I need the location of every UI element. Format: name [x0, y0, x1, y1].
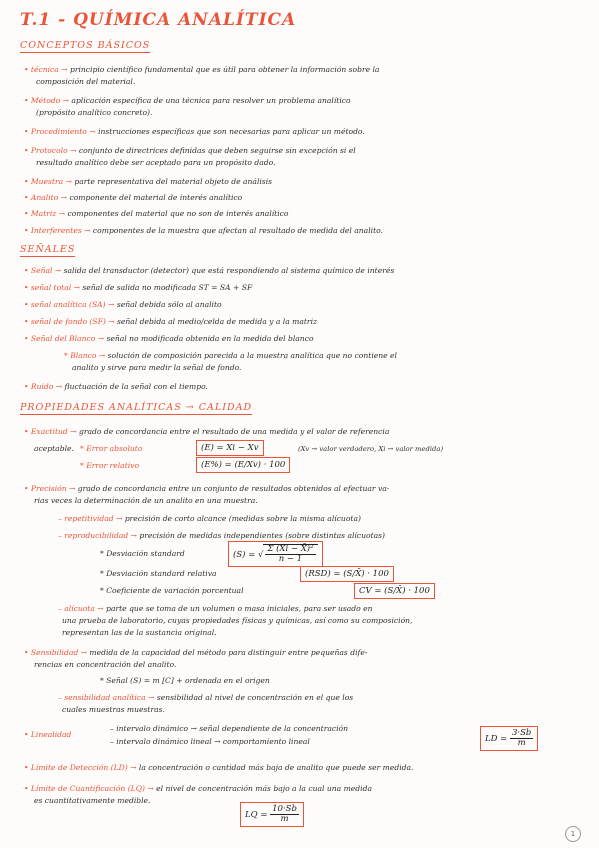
formula-rsd: (RSD) = (S/X̄) · 100 [300, 566, 394, 582]
page-number: 1 [565, 826, 581, 842]
note-line: – sensibilidad analítica → sensibilidad al nivel de concentración en el que los [58, 693, 354, 702]
note-line: (Xv → valor verdadero, Xi → valor medida) [298, 445, 444, 453]
note-line: – reproducibilidad → precisión de medidas independientes (sobre distintas alícuotas) [58, 531, 386, 540]
note-line: representan las de la sustancia original. [62, 628, 217, 637]
note-line: • Sensibilidad → medida de la capacidad del método para distinguir entre pequeñas dife- [24, 648, 368, 657]
formula-desviacion-standard: (S) = √ $\frac{\text{Σ (Xi − X̄)²}}{n - 1}$ [228, 541, 323, 567]
note-line: es cuantitativamente medible. [34, 796, 151, 805]
note-line: • Ruido → fluctuación de la señal con el tiempo. [24, 382, 208, 391]
note-line: una prueba de laboratorio, cuyas propiedades físicas y químicas, así como su composición, [62, 616, 413, 625]
formula-error-absoluto: (E) = Xi − Xv [196, 440, 264, 456]
note-line: • señal de fondo (SF) → señal debida al medio/celda de medida y a la matriz [24, 317, 317, 326]
formula-ld: LD = $\frac{3\cdot Sb}{m}$ [480, 726, 538, 751]
note-line: * Desviación standard relativa [100, 569, 217, 578]
note-line: – intervalo dinámico lineal → comportamiento lineal [110, 737, 310, 746]
note-line: rencias en concentración del analito. [34, 660, 177, 669]
page-title: T.1 - QUÍMICA ANALÍTICA [20, 10, 297, 30]
note-line: • señal total → señal de salida no modificada ST = SA + SF [24, 283, 253, 292]
note-line: • técnica → principio científico fundamental que es útil para obtener la información sobre la [24, 65, 380, 74]
note-line: • Muestra → parte representativa del material objeto de análisis [24, 177, 273, 186]
note-line: – repetitividad → precisión de corto alcance (medidas sobre la misma alícuota) [58, 514, 361, 523]
note-line: resultado analítico debe ser aceptado para un propósito dado. [36, 158, 276, 167]
note-line: * Desviación standard [100, 549, 185, 558]
note-line: • señal analítica (SA) → señal debida sólo al analito [24, 300, 222, 309]
note-line: * Coeficiente de variación porcentual [100, 586, 244, 595]
note-line: • Procedimiento → instrucciones específicas que son necesarias para aplicar un método. [24, 127, 365, 136]
note-line: • Exactitud → grado de concordancia entre el resultado de una medida y el valor de referencia [24, 427, 390, 436]
section-heading-propiedades: PROPIEDADES ANALÍTICAS → CALIDAD [20, 402, 253, 413]
note-line: • Límite de Cuantificación (LQ) → el nivel de concentración más bajo a la cual una medida [24, 784, 372, 793]
note-line: * Blanco → solución de composición parecida a la muestra analítica que no contiene el [64, 351, 397, 360]
note-line: composición del material. [36, 77, 136, 86]
formula-cv: CV = (S/X̄) · 100 [354, 583, 435, 599]
formula-lq: LQ = $\frac{10\cdot Sb}{m}$ [240, 802, 304, 827]
note-line: • Analito → componente del material de interés analítico [24, 193, 243, 202]
note-line: rias veces la determinación de un analito en una muestra. [34, 496, 258, 505]
note-line: * Señal (S) = m [C] + ordenada en el origen [100, 676, 270, 685]
note-line: • Interferentes → componentes de la muestra que afectan al resultado de medida del analito. [24, 226, 383, 235]
note-line: • Señal → salida del transductor (detector) que está respondiendo al sistema químico de interés [24, 266, 395, 275]
note-line: aceptable. [34, 444, 74, 453]
note-line: • Límite de Detección (LD) → la concentración o cantidad más baja de analito que puede ser medida. [24, 763, 414, 772]
note-line: • Protocolo → conjunto de directrices definidas que deben seguirse sin excepción si el [24, 146, 356, 155]
note-line: • Matriz → componentes del material que no son de interés analítico [24, 209, 289, 218]
note-line: • Método → aplicación específica de una técnica para resolver un problema analítico [24, 96, 351, 105]
formula-error-relativo: (E%) = (E/Xv) · 100 [196, 457, 290, 473]
note-line: (propósito analítico concreto). [36, 108, 153, 117]
section-heading-senales: SEÑALES [20, 244, 76, 255]
note-line: • Precisión → grado de concordancia entre un conjunto de resultados obtenidos al efectuar va- [24, 484, 390, 493]
note-line: – intervalo dinámico → señal dependiente de la concentración [110, 724, 349, 733]
note-line: • Linealidad [24, 730, 72, 739]
note-line: analito y sirve para medir la señal de fondo. [72, 363, 242, 372]
note-line: • Señal del Blanco → señal no modificada obtenida en la medida del blanco [24, 334, 314, 343]
section-heading-conceptos: CONCEPTOS BÁSICOS [20, 40, 151, 51]
note-line: * Error absoluto [80, 444, 143, 453]
note-line: cuales muestras muestras. [62, 705, 165, 714]
note-line: – alícuota → parte que se toma de un volumen o masa iniciales, para ser usado en [58, 604, 373, 613]
note-line: * Error relativo [80, 461, 140, 470]
